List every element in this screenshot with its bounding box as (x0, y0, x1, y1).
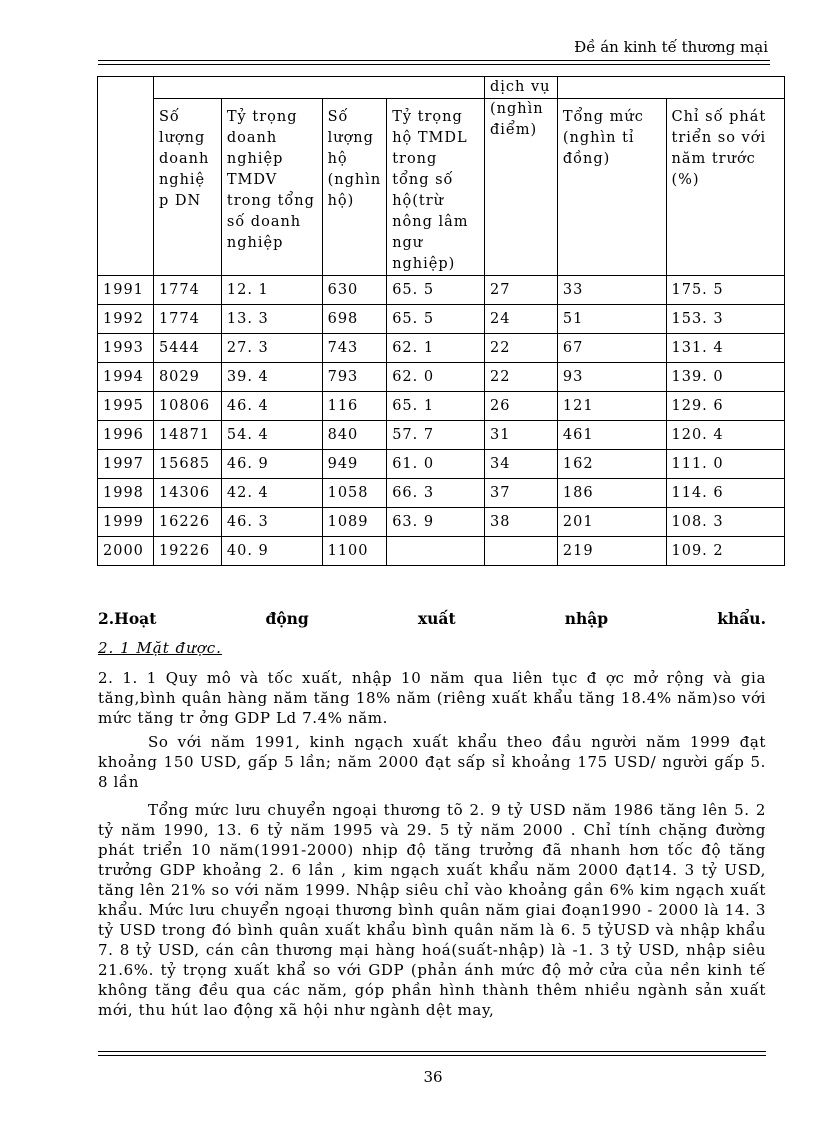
table-cell: 116 (322, 392, 387, 421)
table-cell: 65. 5 (387, 276, 485, 305)
table-cell: 57. 7 (387, 421, 485, 450)
year-cell: 1998 (98, 479, 154, 508)
year-cell: 1997 (98, 450, 154, 479)
year-cell: 1992 (98, 305, 154, 334)
paragraph: So với năm 1991, kinh ngạch xuất khẩu theo đầu người năm 1999 đạt khoảng 150 USD, gấp 5 lần; năm 2000 đạt sấp sỉ khoảng 175 USD/ người gấp 5. 8 lần (98, 733, 766, 791)
table-cell: 26 (484, 392, 557, 421)
table-cell: 31 (484, 421, 557, 450)
year-cell: 1999 (98, 508, 154, 537)
table-cell: 27 (484, 276, 557, 305)
table-cell: 67 (557, 334, 666, 363)
heading-word: khẩu. (717, 609, 766, 628)
table-cell: 46. 9 (221, 450, 322, 479)
table-cell: 219 (557, 537, 666, 566)
table-cell: 16226 (153, 508, 221, 537)
table-cell: 111. 0 (666, 450, 785, 479)
table-cell: 34 (484, 450, 557, 479)
year-cell: 1993 (98, 334, 154, 363)
table-cell: 949 (322, 450, 387, 479)
table-cell: 120. 4 (666, 421, 785, 450)
table-cell: 201 (557, 508, 666, 537)
table-cell: 66. 3 (387, 479, 485, 508)
table-cell: 108. 3 (666, 508, 785, 537)
table-cell: 1089 (322, 508, 387, 537)
year-cell: 1991 (98, 276, 154, 305)
year-cell: 1995 (98, 392, 154, 421)
table-cell: 62. 0 (387, 363, 485, 392)
table-cell (484, 537, 557, 566)
year-cell: 2000 (98, 537, 154, 566)
table-body (98, 276, 785, 566)
table-cell: 40. 9 (221, 537, 322, 566)
subsection-title: 2. 1 Mặt được. (98, 639, 222, 657)
table-cell: 65. 5 (387, 305, 485, 334)
table-cell: 54. 4 (221, 421, 322, 450)
header-title: Đề án kinh tế thương mại (574, 38, 768, 56)
table-cell: 10806 (153, 392, 221, 421)
table-column-header-row (98, 99, 785, 276)
year-cell: 1994 (98, 363, 154, 392)
column-header: Tỷ trọng doanh nghiệp TMDV trong tổng số doanh nghiệp (221, 99, 322, 276)
table-cell: 461 (557, 421, 666, 450)
table-cell: 121 (557, 392, 666, 421)
group-header-cell (153, 77, 484, 99)
column-header: Chỉ số phát triển so với năm trước (%) (666, 99, 785, 276)
header-divider (98, 60, 770, 65)
table-cell: 61. 0 (387, 450, 485, 479)
heading-word: nhập (564, 609, 609, 628)
table-cell: 33 (557, 276, 666, 305)
table-cell: 14871 (153, 421, 221, 450)
table-cell: 13. 3 (221, 305, 322, 334)
table-row (98, 363, 785, 392)
service-header-cell: dịch vụ (484, 77, 557, 99)
table-cell: 46. 3 (221, 508, 322, 537)
table-cell (387, 537, 485, 566)
table-cell: 93 (557, 363, 666, 392)
table-cell: 5444 (153, 334, 221, 363)
table-cell: 19226 (153, 537, 221, 566)
table-cell: 46. 4 (221, 392, 322, 421)
paragraph: 2. 1. 1 Quy mô và tốc xuất, nhập 10 năm qua liên tục đ ợc mở rộng và gia tăng,bình quân hàng năm tăng 18% năm (riêng xuất khẩu tăng 18.4% năm)so với mức tăng tr ởng GDP Ld 7.4% năm. (98, 669, 766, 727)
table-cell: 1774 (153, 276, 221, 305)
table-cell: 51 (557, 305, 666, 334)
year-cell: 1996 (98, 421, 154, 450)
table-row (98, 450, 785, 479)
table-cell: 698 (322, 305, 387, 334)
table-row (98, 421, 785, 450)
table-cell: 42. 4 (221, 479, 322, 508)
total-group-header-cell (557, 77, 784, 99)
table-cell: 8029 (153, 363, 221, 392)
table-cell: 743 (322, 334, 387, 363)
table-row (98, 479, 785, 508)
table-cell: 153. 3 (666, 305, 785, 334)
page-number: 36 (423, 1068, 443, 1086)
table-cell: 175. 5 (666, 276, 785, 305)
column-header: Tổng mức (nghìn tỉ đồng) (557, 99, 666, 276)
table-cell: 129. 6 (666, 392, 785, 421)
table-cell: 63. 9 (387, 508, 485, 537)
table-cell: 139. 0 (666, 363, 785, 392)
table-cell: 22 (484, 334, 557, 363)
table-row (98, 508, 785, 537)
table-row (98, 334, 785, 363)
table-cell: 65. 1 (387, 392, 485, 421)
footer-divider (98, 1051, 766, 1056)
table-cell: 12. 1 (221, 276, 322, 305)
table-cell: 1058 (322, 479, 387, 508)
table-cell: 186 (557, 479, 666, 508)
column-header: Số lượng doanh nghiệ p DN (153, 99, 221, 276)
table-cell: 62. 1 (387, 334, 485, 363)
table-cell: 14306 (153, 479, 221, 508)
column-header: Tỷ trọng hộ TMDL trong tổng số hộ(trừ nông lâm ngư nghiệp) (387, 99, 485, 276)
table-cell: 27. 3 (221, 334, 322, 363)
table-cell: 630 (322, 276, 387, 305)
table-cell: 840 (322, 421, 387, 450)
table-row (98, 305, 785, 334)
column-header: (nghìn điểm) (484, 99, 557, 276)
heading-word: động (265, 609, 309, 628)
table-cell: 1100 (322, 537, 387, 566)
table-cell: 37 (484, 479, 557, 508)
table-cell: 1774 (153, 305, 221, 334)
table-row (98, 276, 785, 305)
table-cell: 24 (484, 305, 557, 334)
section-heading (98, 609, 766, 628)
year-header-cell (98, 77, 154, 276)
table-row (98, 392, 785, 421)
table-cell: 793 (322, 363, 387, 392)
table-cell: 39. 4 (221, 363, 322, 392)
table-cell: 109. 2 (666, 537, 785, 566)
table-cell: 15685 (153, 450, 221, 479)
table-cell: 22 (484, 363, 557, 392)
table-cell: 38 (484, 508, 557, 537)
table-cell: 131. 4 (666, 334, 785, 363)
heading-word: xuất (417, 609, 456, 628)
table-row (98, 537, 785, 566)
table-cell: 114. 6 (666, 479, 785, 508)
column-header: Số lượng hộ (nghìn hộ) (322, 99, 387, 276)
table-cell: 162 (557, 450, 666, 479)
table-top-header-row (98, 77, 785, 99)
heading-word: 2.Hoạt (98, 609, 157, 628)
paragraph: Tổng mức lưu chuyển ngoại thương tõ 2. 9 tỷ USD năm 1986 tăng lên 5. 2 tỷ năm 1990, 13. 6 tỷ năm 1995 và 29. 5 tỷ năm 2000 . Chỉ tính chặng đường phát triển 10 năm(1991-2000) nhịp độ tăng trưởng đã nhanh hơn tốc độ tăng trưởng GDP khoảng 2. 6 lần , kim ngạch xuất khẩu năm 2000 đạt14. 3 tỷ USD, tăng lên 21% so với năm 1999. Nhập siêu chỉ vào khoảng gần 6% kim ngạch xuất khẩu. Mức lưu chuyển ngoại thương bình quân năm giai đoạn1990 - 2000 là 14. 3 tỷ USD trong đó bình quân xuất khẩu bình quân năm là 6. 5 tỷUSD và nhập khẩu 7. 8 tỷ USD, cán cân thương mại hàng hoá(suất-nhập) là -1. 3 tỷ USD, nhập siêu 21.6%. tỷ trọng xuất khẩ so với GDP (phản ánh mức độ mở cửa của nền kinh tế không tăng đều qua các năm, góp phần hình thành thêm nhiều ngành sản xuất mới, thu hút lao động xã hội như ngành dệt may, (98, 801, 766, 1019)
statistics-table (97, 76, 785, 566)
